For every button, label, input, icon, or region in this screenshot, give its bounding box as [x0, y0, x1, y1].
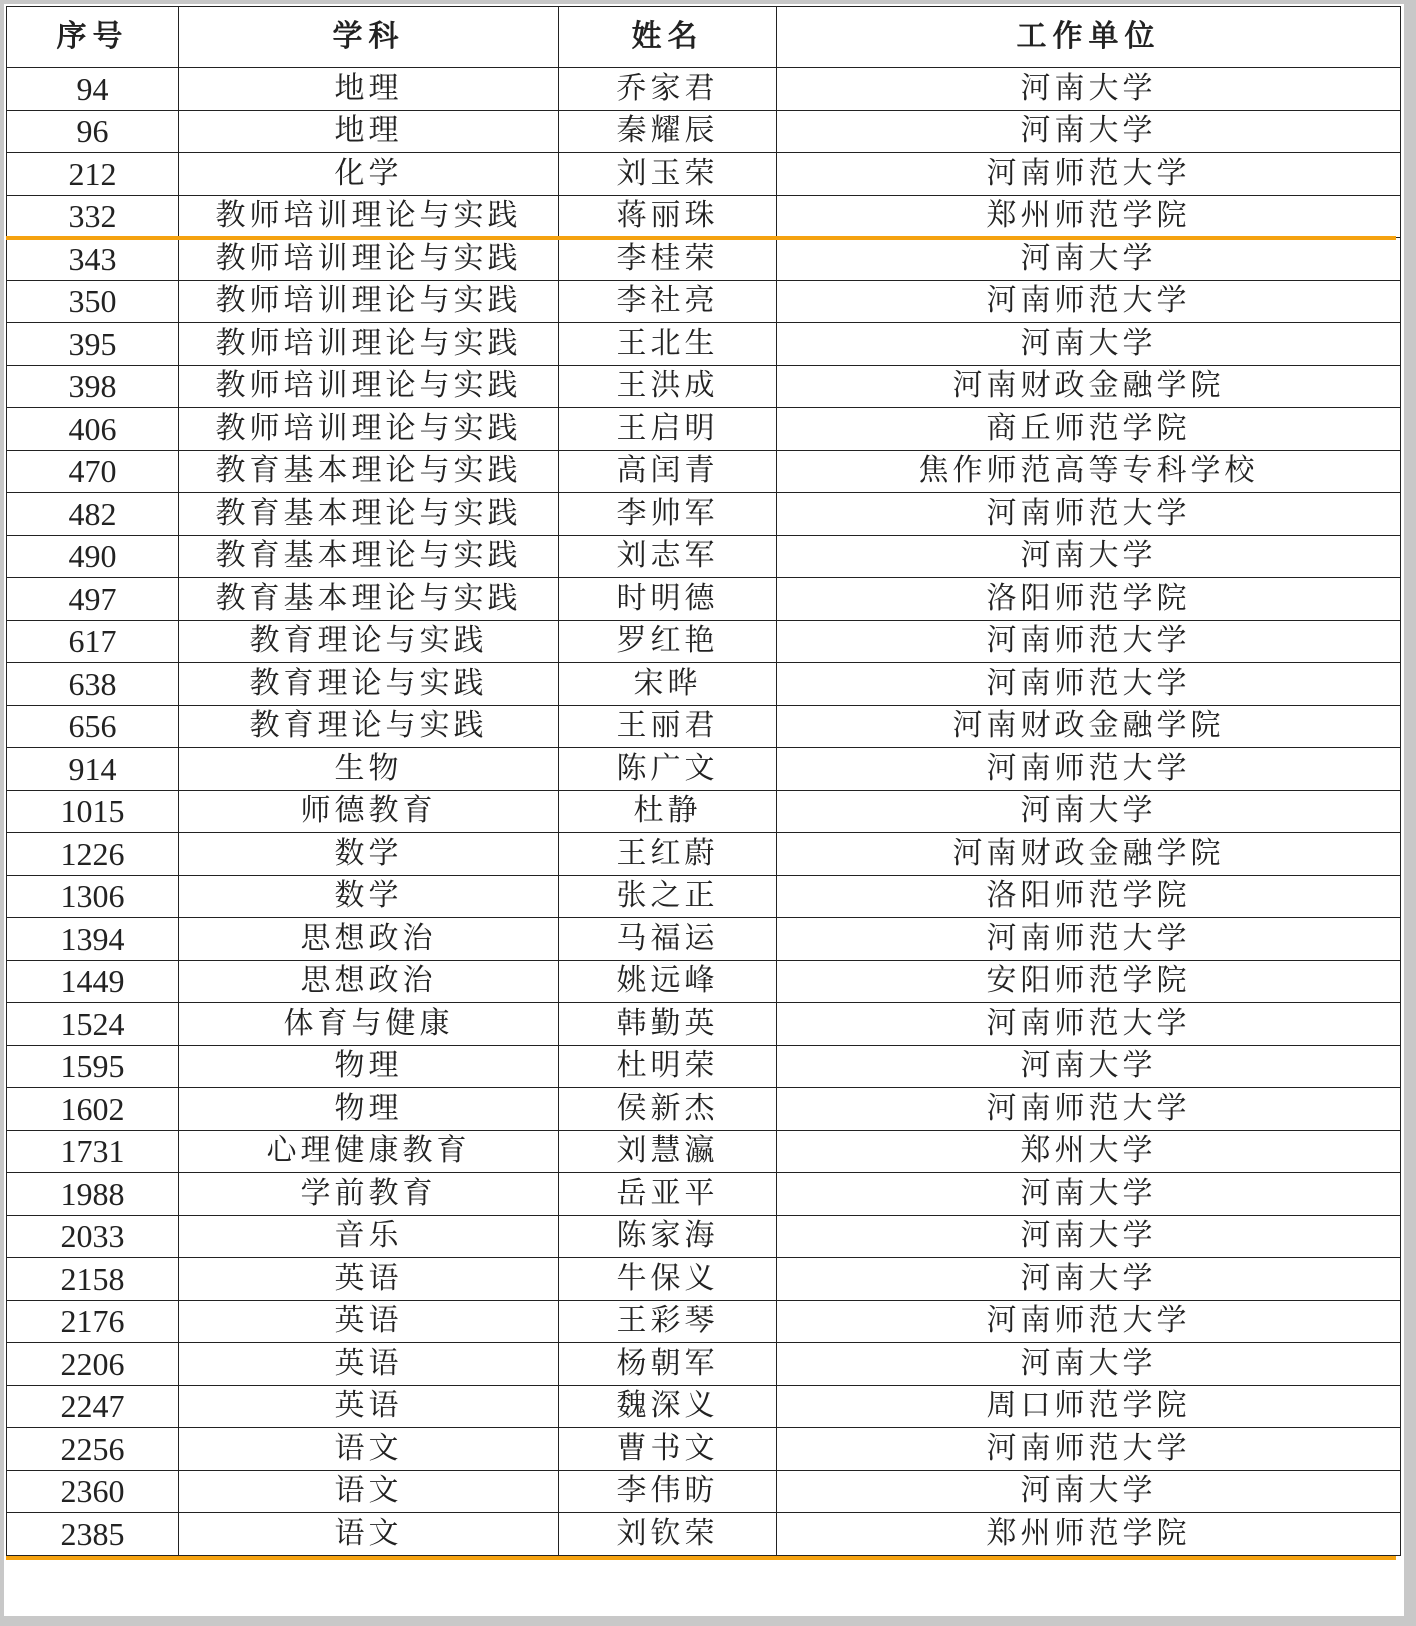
cell-index: 398 [7, 365, 179, 408]
cell-name: 岳亚平 [559, 1173, 777, 1216]
cell-workplace: 河南财政金融学院 [777, 833, 1401, 876]
cell-workplace: 河南大学 [777, 1258, 1401, 1301]
highlight-line [6, 1556, 1396, 1560]
cell-workplace: 河南大学 [777, 1343, 1401, 1386]
cell-name: 杜明荣 [559, 1045, 777, 1088]
table-row [7, 663, 1401, 706]
cell-index: 1306 [7, 875, 179, 918]
table-row [7, 68, 1401, 111]
cell-subject: 师德教育 [179, 790, 559, 833]
table-row [7, 195, 1401, 238]
cell-workplace: 河南大学 [777, 1215, 1401, 1258]
table-row [7, 153, 1401, 196]
cell-name: 王丽君 [559, 705, 777, 748]
table-row [7, 833, 1401, 876]
table-row [7, 1300, 1401, 1343]
header-row [7, 7, 1401, 68]
cell-workplace: 河南大学 [777, 110, 1401, 153]
cell-name: 李桂荣 [559, 238, 777, 281]
cell-subject: 思想政治 [179, 918, 559, 961]
highlight-line [6, 236, 1396, 240]
table-row [7, 1470, 1401, 1513]
cell-index: 96 [7, 110, 179, 153]
cell-index: 482 [7, 493, 179, 536]
cell-subject: 教师培训理论与实践 [179, 323, 559, 366]
cell-workplace: 河南师范大学 [777, 748, 1401, 791]
cell-workplace: 河南师范大学 [777, 1428, 1401, 1471]
cell-index: 656 [7, 705, 179, 748]
cell-name: 王洪成 [559, 365, 777, 408]
cell-index: 2360 [7, 1470, 179, 1513]
cell-name: 蒋丽珠 [559, 195, 777, 238]
table-row [7, 705, 1401, 748]
cell-subject: 教育基本理论与实践 [179, 535, 559, 578]
cell-name: 李帅军 [559, 493, 777, 536]
cell-workplace: 河南师范大学 [777, 1088, 1401, 1131]
cell-workplace: 河南财政金融学院 [777, 365, 1401, 408]
table-row [7, 790, 1401, 833]
table-row [7, 1173, 1401, 1216]
table-row [7, 578, 1401, 621]
table-row [7, 110, 1401, 153]
cell-index: 212 [7, 153, 179, 196]
cell-index: 1731 [7, 1130, 179, 1173]
cell-workplace: 河南师范大学 [777, 153, 1401, 196]
cell-workplace: 河南大学 [777, 535, 1401, 578]
cell-index: 1988 [7, 1173, 179, 1216]
cell-subject: 思想政治 [179, 960, 559, 1003]
cell-name: 侯新杰 [559, 1088, 777, 1131]
cell-subject: 教师培训理论与实践 [179, 408, 559, 451]
cell-workplace: 河南财政金融学院 [777, 705, 1401, 748]
cell-workplace: 河南大学 [777, 68, 1401, 111]
cell-subject: 教育基本理论与实践 [179, 578, 559, 621]
table-row [7, 620, 1401, 663]
table-row [7, 1045, 1401, 1088]
cell-name: 马福运 [559, 918, 777, 961]
cell-name: 王北生 [559, 323, 777, 366]
cell-index: 2385 [7, 1513, 179, 1556]
cell-subject: 教师培训理论与实践 [179, 280, 559, 323]
cell-subject: 教育理论与实践 [179, 620, 559, 663]
cell-index: 2206 [7, 1343, 179, 1386]
cell-index: 1226 [7, 833, 179, 876]
cell-workplace: 河南师范大学 [777, 663, 1401, 706]
cell-index: 1449 [7, 960, 179, 1003]
cell-name: 刘钦荣 [559, 1513, 777, 1556]
cell-workplace: 商丘师范学院 [777, 408, 1401, 451]
cell-index: 2176 [7, 1300, 179, 1343]
cell-subject: 数学 [179, 833, 559, 876]
header-workplace: 工作单位 [777, 7, 1401, 68]
table-row [7, 365, 1401, 408]
table-row [7, 1130, 1401, 1173]
cell-index: 1524 [7, 1003, 179, 1046]
cell-index: 94 [7, 68, 179, 111]
cell-subject: 语文 [179, 1428, 559, 1471]
cell-workplace: 安阳师范学院 [777, 960, 1401, 1003]
cell-name: 秦耀辰 [559, 110, 777, 153]
cell-workplace: 河南师范大学 [777, 280, 1401, 323]
cell-workplace: 河南师范大学 [777, 493, 1401, 536]
cell-subject: 教育理论与实践 [179, 705, 559, 748]
table-row [7, 960, 1401, 1003]
cell-index: 497 [7, 578, 179, 621]
cell-subject: 英语 [179, 1300, 559, 1343]
cell-workplace: 河南大学 [777, 790, 1401, 833]
cell-workplace: 郑州师范学院 [777, 195, 1401, 238]
table-row [7, 1343, 1401, 1386]
cell-subject: 心理健康教育 [179, 1130, 559, 1173]
cell-name: 曹书文 [559, 1428, 777, 1471]
cell-index: 343 [7, 238, 179, 281]
cell-workplace: 河南大学 [777, 1173, 1401, 1216]
cell-index: 617 [7, 620, 179, 663]
cell-workplace: 郑州师范学院 [777, 1513, 1401, 1556]
cell-name: 王红蔚 [559, 833, 777, 876]
table-row [7, 238, 1401, 281]
cell-name: 王彩琴 [559, 1300, 777, 1343]
cell-subject: 英语 [179, 1343, 559, 1386]
cell-index: 470 [7, 450, 179, 493]
table-row [7, 450, 1401, 493]
cell-name: 宋晔 [559, 663, 777, 706]
cell-subject: 英语 [179, 1385, 559, 1428]
cell-name: 时明德 [559, 578, 777, 621]
cell-index: 490 [7, 535, 179, 578]
cell-subject: 地理 [179, 68, 559, 111]
cell-subject: 教育基本理论与实践 [179, 450, 559, 493]
cell-name: 张之正 [559, 875, 777, 918]
header-subject: 学科 [179, 7, 559, 68]
table-row [7, 748, 1401, 791]
cell-index: 1602 [7, 1088, 179, 1131]
header-index: 序号 [7, 7, 179, 68]
cell-index: 406 [7, 408, 179, 451]
cell-subject: 教师培训理论与实践 [179, 195, 559, 238]
cell-name: 杨朝军 [559, 1343, 777, 1386]
cell-subject: 教育基本理论与实践 [179, 493, 559, 536]
cell-index: 2256 [7, 1428, 179, 1471]
cell-workplace: 河南大学 [777, 1470, 1401, 1513]
cell-name: 陈广文 [559, 748, 777, 791]
cell-workplace: 焦作师范高等专科学校 [777, 450, 1401, 493]
table-row [7, 1513, 1401, 1556]
cell-workplace: 河南大学 [777, 1045, 1401, 1088]
cell-subject: 地理 [179, 110, 559, 153]
table-row [7, 1428, 1401, 1471]
cell-name: 王启明 [559, 408, 777, 451]
cell-workplace: 河南师范大学 [777, 1300, 1401, 1343]
cell-index: 395 [7, 323, 179, 366]
cell-subject: 教师培训理论与实践 [179, 365, 559, 408]
cell-subject: 音乐 [179, 1215, 559, 1258]
cell-name: 陈家海 [559, 1215, 777, 1258]
cell-workplace: 郑州大学 [777, 1130, 1401, 1173]
cell-workplace: 河南大学 [777, 323, 1401, 366]
table-row [7, 1258, 1401, 1301]
cell-workplace: 河南大学 [777, 238, 1401, 281]
cell-name: 李社亮 [559, 280, 777, 323]
cell-name: 李伟昉 [559, 1470, 777, 1513]
table-row [7, 918, 1401, 961]
table-row [7, 323, 1401, 366]
cell-name: 刘玉荣 [559, 153, 777, 196]
cell-workplace: 河南师范大学 [777, 1003, 1401, 1046]
cell-name: 高闰青 [559, 450, 777, 493]
table-row [7, 1088, 1401, 1131]
cell-workplace: 河南师范大学 [777, 918, 1401, 961]
cell-index: 1015 [7, 790, 179, 833]
cell-subject: 英语 [179, 1258, 559, 1301]
table-row [7, 875, 1401, 918]
cell-name: 杜静 [559, 790, 777, 833]
cell-name: 韩勤英 [559, 1003, 777, 1046]
cell-subject: 学前教育 [179, 1173, 559, 1216]
cell-subject: 数学 [179, 875, 559, 918]
header-name: 姓名 [559, 7, 777, 68]
cell-name: 乔家君 [559, 68, 777, 111]
cell-index: 914 [7, 748, 179, 791]
cell-index: 2033 [7, 1215, 179, 1258]
cell-index: 332 [7, 195, 179, 238]
cell-subject: 生物 [179, 748, 559, 791]
table-row [7, 493, 1401, 536]
cell-workplace: 河南师范大学 [777, 620, 1401, 663]
table-row [7, 535, 1401, 578]
cell-workplace: 洛阳师范学院 [777, 578, 1401, 621]
cell-name: 刘志军 [559, 535, 777, 578]
cell-name: 刘慧瀛 [559, 1130, 777, 1173]
cell-name: 姚远峰 [559, 960, 777, 1003]
cell-index: 638 [7, 663, 179, 706]
cell-subject: 教师培训理论与实践 [179, 238, 559, 281]
table-row [7, 280, 1401, 323]
cell-subject: 物理 [179, 1045, 559, 1088]
cell-subject: 教育理论与实践 [179, 663, 559, 706]
cell-index: 2158 [7, 1258, 179, 1301]
cell-name: 罗红艳 [559, 620, 777, 663]
cell-subject: 体育与健康 [179, 1003, 559, 1046]
table-row [7, 1215, 1401, 1258]
cell-name: 牛保义 [559, 1258, 777, 1301]
cell-name: 魏深义 [559, 1385, 777, 1428]
cell-workplace: 洛阳师范学院 [777, 875, 1401, 918]
table-row [7, 408, 1401, 451]
table-row [7, 1385, 1401, 1428]
cell-subject: 化学 [179, 153, 559, 196]
cell-index: 1595 [7, 1045, 179, 1088]
cell-index: 350 [7, 280, 179, 323]
cell-subject: 物理 [179, 1088, 559, 1131]
cell-workplace: 周口师范学院 [777, 1385, 1401, 1428]
cell-subject: 语文 [179, 1513, 559, 1556]
cell-index: 1394 [7, 918, 179, 961]
table-row [7, 1003, 1401, 1046]
cell-subject: 语文 [179, 1470, 559, 1513]
cell-index: 2247 [7, 1385, 179, 1428]
document-sheet [4, 4, 1404, 1616]
